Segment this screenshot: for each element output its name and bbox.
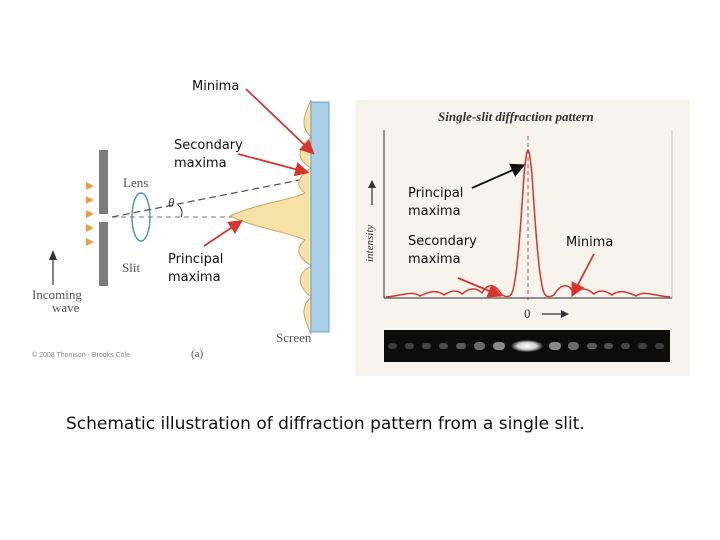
annotation-principal-maxima-left: Principal maxima <box>168 252 224 285</box>
theta-label: θ <box>168 195 175 210</box>
arrow-principal-right <box>472 166 522 188</box>
annotation-secondary-maxima-right: Secondary maxima <box>408 234 477 267</box>
incoming-wave-label-1: Incoming <box>32 287 82 302</box>
slit-label: Slit <box>122 260 141 275</box>
arrow-minima-top <box>246 89 312 152</box>
annotation-secondary-maxima-left: Secondary maxima <box>174 138 243 171</box>
incoming-wave-label-2: wave <box>52 300 80 315</box>
lens-label: Lens <box>123 175 149 190</box>
panel-label: (a) <box>191 348 204 360</box>
copyright-text: © 2008 Thomson - Brooks Cole <box>32 352 131 359</box>
annotation-minima-right: Minima <box>566 235 614 250</box>
annotation-minima-top: Minima <box>192 79 240 94</box>
arrow-minima-right <box>573 254 594 294</box>
annotation-principal-maxima-right: Principal maxima <box>408 186 464 219</box>
y-axis-label: intensity <box>364 224 376 262</box>
arrow-secondary-left <box>238 154 306 172</box>
graph-title: Single-slit diffraction pattern <box>438 109 594 124</box>
arrow-principal-left <box>204 222 240 246</box>
figure-caption: Schematic illustration of diffraction pattern from a single slit. <box>66 414 585 434</box>
origin-label: 0 <box>524 306 531 321</box>
screen-label: Screen <box>276 330 312 345</box>
arrow-secondary-right <box>458 278 499 295</box>
